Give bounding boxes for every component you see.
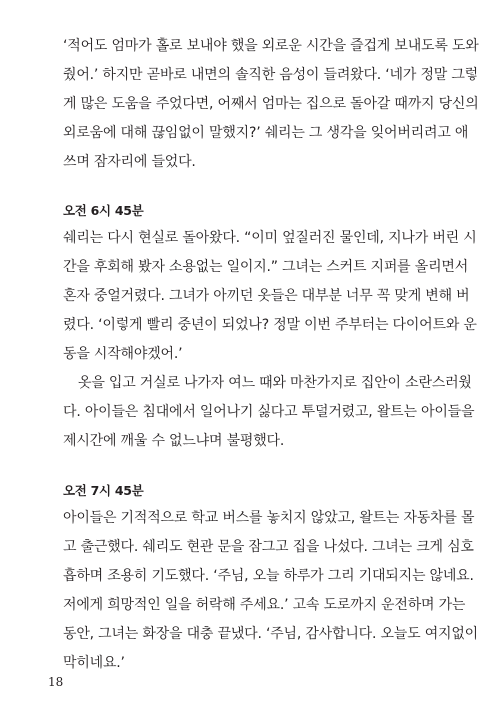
section-2-heading: 오전 7시 45분	[63, 483, 144, 498]
section-2-line-3: 흡하며 조용히 기도했다. ‘주님, 오늘 하루가 그리 기대되지는 않네요.	[63, 568, 474, 584]
section-2-line-1: 아이들은 기적적으로 학교 버스를 놓치지 않았고, 왈트는 자동차를 몰	[63, 510, 475, 526]
paragraph-1-line-3: 게 많은 도움을 주었다면, 어째서 엄마는 집으로 돌아갈 때까지 당신의	[63, 96, 479, 112]
section-1-line-4: 렸다. ‘이렇게 빨리 중년이 되었나? 정말 이번 주부터는 다이어트와 운	[63, 317, 477, 333]
section-1-line-3: 혼자 중얼거렸다. 그녀가 아끼던 옷들은 대부분 너무 꼭 맞게 변해 버	[63, 288, 470, 304]
section-1-line-1: 쉐리는 다시 현실로 돌아왔다. “이미 엎질러진 물인데, 지나가 버린 시	[63, 230, 477, 246]
paragraph-1-line-4: 외로움에 대해 끊임없이 말했지?’ 쉐리는 그 생각을 잊어버리려고 애	[63, 125, 469, 141]
paragraph-1-line-5: 쓰며 잠자리에 들었다.	[63, 154, 196, 170]
section-2-line-4: 저에게 희망적인 일을 허락해 주세요.’ 고속 도로까지 운전하며 가는	[63, 597, 466, 613]
section-1-heading: 오전 6시 45분	[63, 203, 144, 218]
paragraph-1-line-2: 줬어.’ 하지만 곧바로 내면의 솔직한 음성이 들려왔다. ‘네가 정말 그렇	[63, 67, 478, 83]
section-1-paragraph-2-line-3: 제시간에 깨울 수 없느냐며 불평했다.	[63, 433, 285, 449]
section-1-paragraph-2-line-2: 다. 아이들은 침대에서 일어나기 싫다고 투덜거렸고, 왈트는 아이들을	[63, 404, 475, 420]
page-number: 18	[48, 675, 64, 689]
paragraph-1-line-1: ‘적어도 엄마가 홀로 보내야 했을 외로운 시간을 즐겁게 보내도록 도와	[63, 38, 479, 54]
section-2-line-2: 고 출근했다. 쉐리도 현관 문을 잠그고 집을 나섰다. 그녀는 크게 심호	[63, 539, 474, 555]
section-1-line-2: 간을 후회해 봤자 소용없는 일이지.” 그녀는 스커트 지퍼를 올리면서	[63, 259, 469, 275]
section-2-line-5: 동안, 그녀는 화장을 대충 끝냈다. ‘주님, 감사합니다. 오늘도 여지없이	[63, 626, 478, 642]
section-2-line-6: 막히네요.’	[63, 655, 125, 671]
section-1-line-5: 동을 시작해야겠어.’	[63, 346, 183, 362]
section-1-paragraph-2-line-1: 옷을 입고 거실로 나가자 여느 때와 마찬가지로 집안이 소란스러웠	[78, 375, 472, 391]
